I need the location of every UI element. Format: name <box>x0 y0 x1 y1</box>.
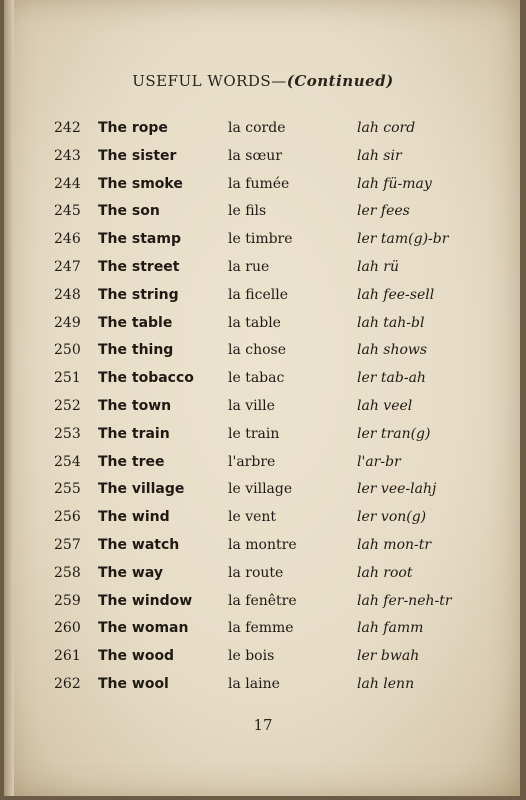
french-word: le timbre <box>228 231 293 248</box>
english-word: The son <box>98 203 160 220</box>
entry-number: 258 <box>54 564 81 581</box>
entry-number: 244 <box>54 175 81 192</box>
vocabulary-list <box>0 116 526 700</box>
english-word: The string <box>98 286 179 303</box>
pronunciation: l'ar-br <box>357 453 401 470</box>
french-word: la fumée <box>228 175 290 192</box>
entry-number: 248 <box>54 286 81 303</box>
pronunciation: lah fü-may <box>357 175 432 192</box>
english-word: The sister <box>98 147 177 164</box>
entry-number: 261 <box>54 648 81 665</box>
english-word: The village <box>98 481 185 498</box>
english-word: The table <box>98 314 173 331</box>
vocab-row <box>0 338 526 366</box>
english-word: The wind <box>98 509 170 526</box>
pronunciation: ler fees <box>357 203 410 220</box>
english-word: The stamp <box>98 231 181 248</box>
pronunciation: lah shows <box>357 342 428 359</box>
vocab-row <box>0 616 526 644</box>
entry-number: 252 <box>54 397 81 414</box>
french-word: l'arbre <box>228 453 276 470</box>
pronunciation: ler tam(g)-br <box>357 231 449 248</box>
vocab-row <box>0 116 526 144</box>
vocab-row <box>0 255 526 283</box>
pronunciation: lah fee-sell <box>357 286 435 303</box>
french-word: le bois <box>228 648 275 665</box>
english-word: The tree <box>98 453 165 470</box>
pronunciation: ler vee-lahj <box>357 481 437 498</box>
pronunciation: lah mon-tr <box>357 536 432 553</box>
entry-number: 251 <box>54 370 81 387</box>
vocab-row <box>0 561 526 589</box>
vocab-row <box>0 477 526 505</box>
vocab-row <box>0 533 526 561</box>
french-word: la femme <box>228 620 294 637</box>
french-word: la ville <box>228 397 275 414</box>
vocab-row <box>0 311 526 339</box>
entry-number: 243 <box>54 147 81 164</box>
english-word: The wool <box>98 675 169 692</box>
vocab-row <box>0 366 526 394</box>
vocab-row <box>0 172 526 200</box>
pronunciation: ler bwah <box>357 648 420 665</box>
entry-number: 242 <box>54 120 81 136</box>
pronunciation: lah fer-neh-tr <box>357 592 452 609</box>
entry-number: 257 <box>54 536 81 553</box>
english-word: The smoke <box>98 175 183 192</box>
french-word: la rue <box>228 258 270 275</box>
french-word: le village <box>228 481 293 498</box>
pronunciation: lah lenn <box>357 675 415 692</box>
english-word: The street <box>98 258 180 275</box>
french-word: la montre <box>228 536 297 553</box>
pronunciation: ler tran(g) <box>357 425 431 442</box>
french-word: le tabac <box>228 370 285 387</box>
vocab-row <box>0 227 526 255</box>
english-word: The town <box>98 397 172 414</box>
pronunciation: lah sir <box>357 147 402 164</box>
english-word: The thing <box>98 342 174 359</box>
pronunciation: lah root <box>357 564 413 581</box>
heading-title: USEFUL WORDS— <box>132 72 287 90</box>
entry-number: 254 <box>54 453 81 470</box>
entry-number: 262 <box>54 675 81 692</box>
english-word: The woman <box>98 620 189 637</box>
entry-number: 246 <box>54 231 81 248</box>
french-word: la table <box>228 314 281 331</box>
vocab-row <box>0 283 526 311</box>
entry-number: 249 <box>54 314 81 331</box>
entry-number: 247 <box>54 258 81 275</box>
entry-number: 259 <box>54 592 81 609</box>
vocab-row <box>0 450 526 478</box>
entry-number: 253 <box>54 425 81 442</box>
page-heading <box>0 72 526 90</box>
pronunciation: lah tah-bl <box>357 314 425 331</box>
vocab-row <box>0 422 526 450</box>
french-word: la route <box>228 564 284 581</box>
vocab-row <box>0 394 526 422</box>
vocab-row <box>0 589 526 617</box>
french-word: la ficelle <box>228 286 288 303</box>
entry-number: 260 <box>54 620 81 637</box>
vocab-row <box>0 505 526 533</box>
entry-number: 255 <box>54 481 81 498</box>
pronunciation: lah famm <box>357 620 424 637</box>
french-word: la sœur <box>228 147 283 164</box>
french-word: la fenêtre <box>228 592 297 609</box>
pronunciation: lah rü <box>357 258 399 275</box>
english-word: The wood <box>98 648 175 665</box>
pronunciation: lah veel <box>357 397 413 414</box>
english-word: The window <box>98 592 193 609</box>
french-word: le train <box>228 425 280 442</box>
entry-number: 250 <box>54 342 81 359</box>
page-number: 17 <box>253 716 273 734</box>
heading-continued: (Continued) <box>286 72 394 90</box>
english-word: The tobacco <box>98 370 194 387</box>
vocab-row <box>0 199 526 227</box>
french-word: le vent <box>228 509 277 526</box>
french-word: la laine <box>228 675 280 692</box>
french-word: le fils <box>228 203 267 220</box>
vocab-row <box>0 644 526 672</box>
english-word: The watch <box>98 536 180 553</box>
pronunciation: lah cord <box>357 120 416 136</box>
english-word: The train <box>98 425 170 442</box>
vocab-row <box>0 672 526 700</box>
french-word: la corde <box>228 120 286 136</box>
entry-number: 245 <box>54 203 81 220</box>
pronunciation: ler von(g) <box>357 509 427 526</box>
english-word: The way <box>98 564 163 581</box>
english-word: The rope <box>98 120 168 136</box>
vocab-row <box>0 144 526 172</box>
french-word: la chose <box>228 342 287 359</box>
pronunciation: ler tab-ah <box>357 370 426 387</box>
entry-number: 256 <box>54 509 81 526</box>
